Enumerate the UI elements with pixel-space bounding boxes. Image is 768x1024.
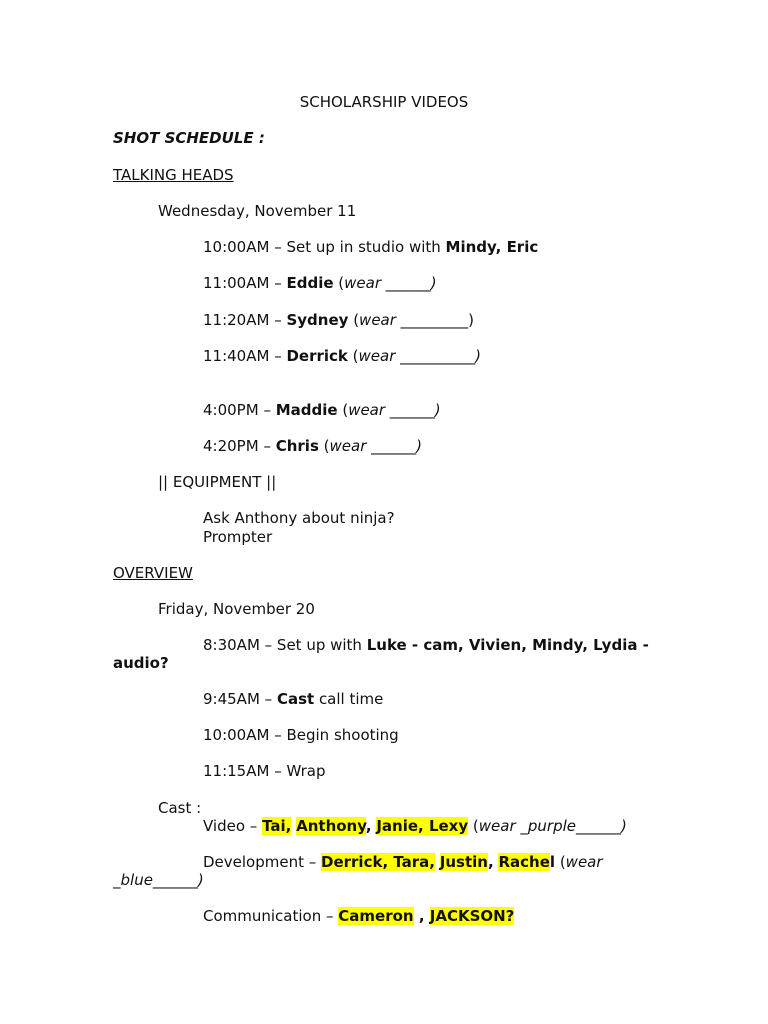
schedule-slot: 10:00AM – Set up in studio with Mindy, Eric [203, 238, 539, 256]
schedule-slot: 4:20PM – Chris (wear ______) [203, 437, 422, 455]
equipment-item: Prompter [203, 528, 273, 546]
overview-heading: OVERVIEW [113, 564, 193, 582]
overview-date: Friday, November 20 [158, 600, 315, 618]
schedule-slot: 11:40AM – Derrick (wear __________) [203, 347, 482, 365]
cast-development-line: Development – Derrick, Tara, Justin, Rachel (wear [203, 853, 603, 871]
wrap-line: 11:15AM – Wrap [203, 762, 326, 780]
highlighted-name: Rache [498, 853, 550, 871]
highlighted-name: Derrick, Tara, [321, 853, 436, 871]
setup-line: 8:30AM – Set up with Luke - cam, Vivien, Mindy, Lydia - [203, 636, 649, 654]
equipment-item: Ask Anthony about ninja? [203, 509, 395, 527]
highlighted-name: Tai, [262, 817, 292, 835]
highlighted-name: Cameron [338, 907, 414, 925]
schedule-slot: 11:20AM – Sydney (wear _________) [203, 311, 475, 329]
cast-label: Cast : [158, 799, 202, 817]
cast-communication-line: Communication – Cameron , JACKSON? [203, 907, 515, 925]
schedule-slot: 11:00AM – Eddie (wear ______) [203, 274, 437, 292]
highlighted-name: Justin [439, 853, 488, 871]
schedule-slot: 4:00PM – Maddie (wear ______) [203, 401, 441, 419]
document-title: SCHOLARSHIP VIDEOS [299, 93, 469, 111]
cast-development-line-continued: _blue______) [113, 871, 204, 889]
setup-line-continued: audio? [113, 654, 169, 672]
highlighted-name: Janie, Lexy [376, 817, 469, 835]
highlighted-name: JACKSON? [429, 907, 515, 925]
begin-shooting-line: 10:00AM – Begin shooting [203, 726, 399, 744]
talking-heads-date: Wednesday, November 11 [158, 202, 357, 220]
equipment-heading: || EQUIPMENT || [158, 473, 277, 491]
cast-call-line: 9:45AM – Cast call time [203, 690, 384, 708]
shot-schedule-heading: SHOT SCHEDULE : [113, 129, 265, 147]
cast-video-line: Video – Tai, Anthony, Janie, Lexy (wear _purple______) [203, 817, 627, 835]
talking-heads-heading: TALKING HEADS [113, 166, 234, 184]
highlighted-name: Anthony [296, 817, 366, 835]
